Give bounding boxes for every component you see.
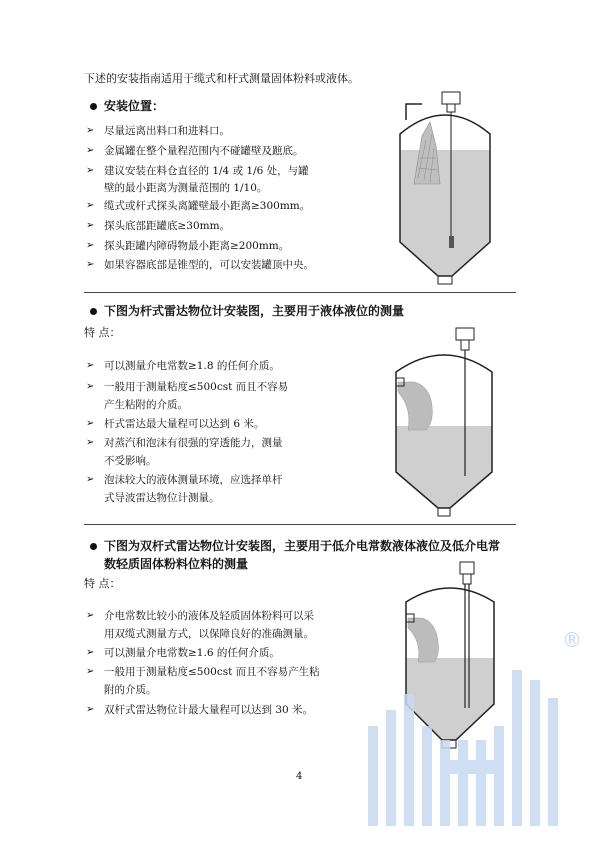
section1-item: 尽量远离出料口和进料口。 bbox=[104, 125, 230, 137]
section2-item: 一般用于测量粘度≤500cst 而且不容易 bbox=[104, 381, 289, 393]
page-number: 4 bbox=[296, 771, 303, 782]
section2-heading: 下图为杆式雷达物位计安装图，主要用于液体液位的测量 bbox=[104, 304, 405, 318]
section2-item-cont: 不受影响。 bbox=[104, 455, 157, 467]
bullet-dot bbox=[90, 308, 97, 315]
section1-item: 探头距罐内障碍物最小距离≥200mm。 bbox=[104, 240, 290, 252]
features-label: 特 点： bbox=[84, 326, 121, 339]
logo-watermark bbox=[368, 640, 578, 830]
section3-heading-line2: 数轻质固体粉料位料的测量 bbox=[104, 557, 249, 571]
features-label: 特 点： bbox=[84, 577, 121, 590]
silo-diagram-liquid-single-rod bbox=[386, 326, 510, 522]
section2-item: 泡沫较大的液体测量环境，应选择单杆 bbox=[104, 474, 283, 486]
arrow-bullet-icon: ➢ bbox=[86, 418, 95, 429]
silo-diagram-powder bbox=[380, 88, 510, 298]
arrow-bullet-icon: ➢ bbox=[86, 666, 95, 677]
section2-item-cont: 产生粘附的介质。 bbox=[104, 399, 188, 411]
arrow-bullet-icon: ➢ bbox=[86, 360, 95, 371]
intro-text: 下述的安装指南适用于缆式和杆式测量固体粉料或液体。 bbox=[84, 72, 359, 85]
arrow-bullet-icon: ➢ bbox=[86, 220, 95, 231]
section1-item: 如果容器底部是锥型的，可以安装罐顶中央。 bbox=[104, 259, 314, 271]
section1-item: 探头底部距罐底≥30mm。 bbox=[104, 220, 231, 232]
section1-item: 金属罐在整个量程范围内不碰罐壁及蹠底。 bbox=[104, 145, 304, 157]
arrow-bullet-icon: ➢ bbox=[86, 125, 95, 136]
section3-item-cont: 附的介质。 bbox=[104, 684, 157, 696]
section2-item-cont: 式导波雷达物位计测量。 bbox=[104, 492, 220, 504]
section1-heading: 安装位置： bbox=[104, 99, 165, 113]
bullet-dot bbox=[90, 103, 97, 110]
arrow-bullet-icon: ➢ bbox=[86, 259, 95, 270]
section2-item: 对蒸汽和泡沫有很强的穿透能力，测量 bbox=[104, 437, 283, 449]
section3-heading-line1: 下图为双杆式雷达物位计安装图，主要用于低介电常数液体液位及低介电常 bbox=[104, 539, 501, 553]
section-divider bbox=[84, 524, 516, 525]
section3-item: 一般用于测量粘度≤500cst 而且不容易产生粘 bbox=[104, 666, 320, 678]
section1-item-cont: 壁的最小距离为测量范围的 1/10。 bbox=[104, 182, 268, 194]
section1-item: 建议安装在料仓直径的 1/4 或 1/6 处，与罐 bbox=[104, 165, 309, 177]
arrow-bullet-icon: ➢ bbox=[86, 145, 95, 156]
arrow-bullet-icon: ➢ bbox=[86, 474, 95, 485]
arrow-bullet-icon: ➢ bbox=[86, 704, 95, 715]
arrow-bullet-icon: ➢ bbox=[86, 437, 95, 448]
registered-trademark-mark: ® bbox=[562, 628, 582, 652]
arrow-bullet-icon: ➢ bbox=[86, 381, 95, 392]
section3-item: 双杆式雷达物位计最大量程可以达到 30 米。 bbox=[104, 704, 314, 716]
section3-item: 介电常数比较小的液体及轻质固体粉料可以采 bbox=[104, 610, 314, 622]
section3-item: 可以测量介电常数≥1.6 的任何介质。 bbox=[104, 647, 280, 659]
arrow-bullet-icon: ➢ bbox=[86, 165, 95, 176]
section2-item: 可以测量介电常数≥1.8 的任何介质。 bbox=[104, 360, 280, 372]
section2-item: 杆式雷达最大量程可以达到 6 米。 bbox=[104, 418, 265, 430]
arrow-bullet-icon: ➢ bbox=[86, 647, 95, 658]
section-divider bbox=[84, 292, 516, 293]
section1-item: 缆式或杆式探头离罐壁最小距离≥300mm。 bbox=[104, 200, 311, 212]
arrow-bullet-icon: ➢ bbox=[86, 610, 95, 621]
arrow-bullet-icon: ➢ bbox=[86, 240, 95, 251]
bullet-dot bbox=[90, 543, 97, 550]
section3-item-cont: 用双缆式测量方式，以保障良好的准确测量。 bbox=[104, 628, 314, 640]
arrow-bullet-icon: ➢ bbox=[86, 200, 95, 211]
